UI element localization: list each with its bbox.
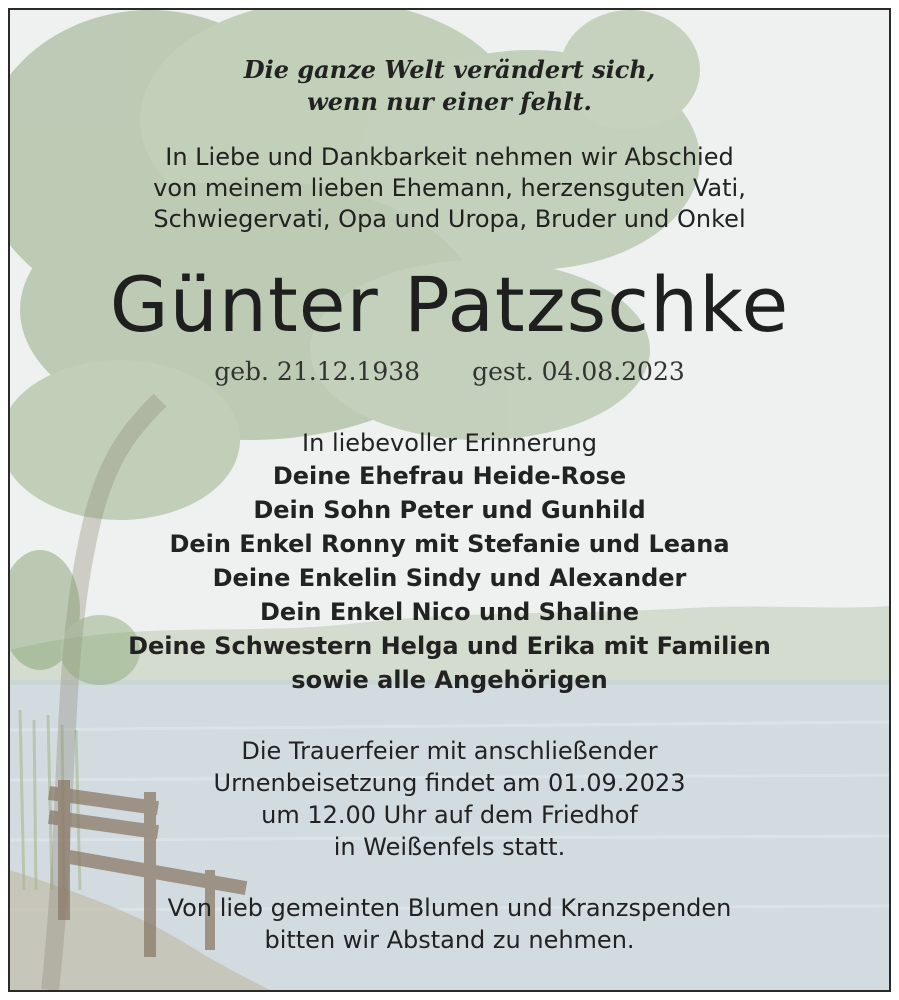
mourner-line: Deine Enkelin Sindy und Alexander <box>212 564 687 592</box>
mourner-line: Dein Enkel Ronny mit Stefanie und Leana <box>169 530 730 558</box>
intro-line-2: von meinem lieben Ehemann, herzensguten Vati, <box>153 174 746 202</box>
service-line-2: Urnenbeisetzung findet am 01.09.2023 <box>213 769 686 797</box>
mourner-line: Dein Enkel Nico und Shaline <box>260 598 639 626</box>
obituary-frame <box>8 8 891 992</box>
closing-line-2: bitten wir Abstand zu nehmen. <box>264 926 635 954</box>
obituary-text <box>10 10 889 990</box>
mourner-line: sowie alle Angehörigen <box>291 666 608 694</box>
mourner-line: Dein Sohn Peter und Gunhild <box>253 496 646 524</box>
deceased-name: Günter Patzschke <box>109 260 790 349</box>
motto-line-2: wenn nur einer fehlt. <box>307 87 592 116</box>
intro-line-1: In Liebe und Dankbarkeit nehmen wir Abschied <box>165 143 734 171</box>
birth-date: geb. 21.12.1938 <box>214 357 421 386</box>
mourner-line: Deine Ehefrau Heide-Rose <box>272 462 627 490</box>
motto-line-1: Die ganze Welt verändert sich, <box>243 55 656 84</box>
mourner-line: Deine Schwestern Helga und Erika mit Familien <box>128 632 771 660</box>
intro-line-3: Schwiegervati, Opa und Uropa, Bruder und Onkel <box>153 205 746 233</box>
service-line-4: in Weißenfels statt. <box>333 833 566 861</box>
death-date: gest. 04.08.2023 <box>472 357 685 386</box>
closing-line-1: Von lieb gemeinten Blumen und Kranzspenden <box>167 894 732 922</box>
service-line-3: um 12.00 Uhr auf dem Friedhof <box>261 801 638 829</box>
remembrance-line: In liebevoller Erinnerung <box>302 429 597 457</box>
service-line-1: Die Trauerfeier mit anschließender <box>241 737 658 765</box>
life-dates <box>10 356 889 388</box>
